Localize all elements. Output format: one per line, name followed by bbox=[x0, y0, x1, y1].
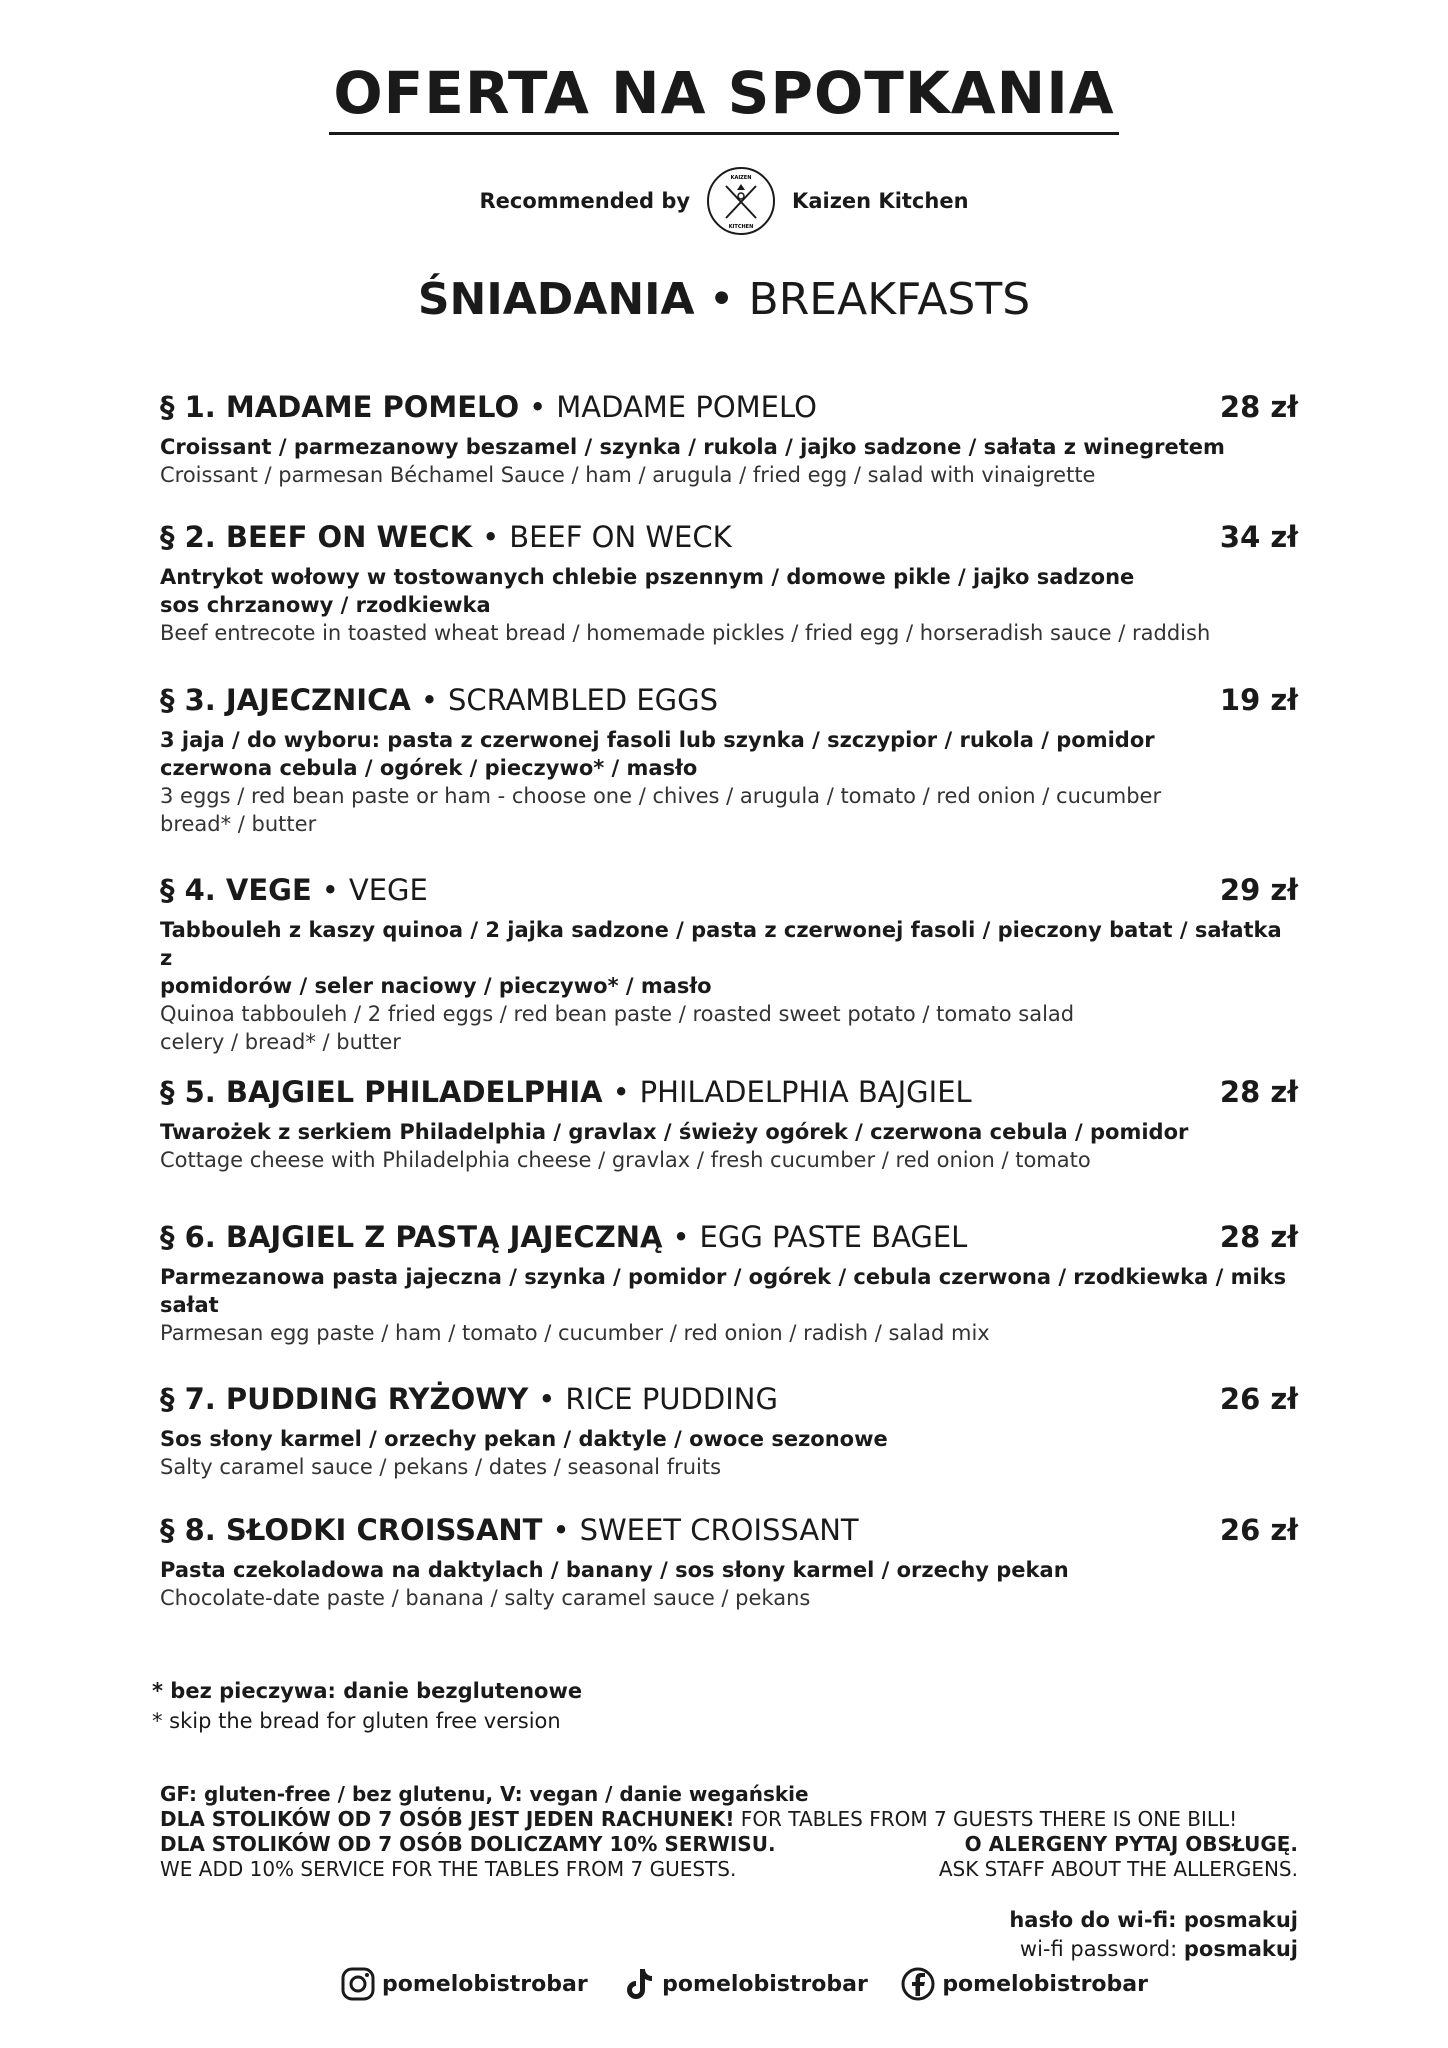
menu-item-name bbox=[160, 1513, 859, 1548]
menu-item bbox=[160, 873, 1298, 1056]
gluten-notes bbox=[152, 1676, 582, 1736]
menu-item-name-en: EGG PASTE BAGEL bbox=[699, 1220, 968, 1254]
menu-item-name-en: VEGE bbox=[348, 873, 428, 907]
menu-item-name-en: MADAME POMELO bbox=[556, 390, 817, 424]
description-line-en: Beef entrecote in toasted wheat bread / homemade pickles / fried egg / horseradish sauce / raddish bbox=[160, 620, 1211, 645]
menu-item-name bbox=[160, 390, 817, 425]
menu-item-description-en bbox=[160, 1319, 1298, 1347]
menu-item-name-pl: § 3. JAJECZNICA bbox=[160, 683, 411, 717]
menu-item-description-en bbox=[160, 1000, 1298, 1056]
page-title-wrap bbox=[0, 59, 1448, 135]
description-line-en: Salty caramel sauce / pekans / dates / seasonal fruits bbox=[160, 1454, 722, 1479]
wifi-line-pl bbox=[1009, 1906, 1298, 1935]
description-line-pl: Antrykot wołowy w tostowanych chlebie pszennym / domowe pikle / jajko sadzone bbox=[160, 564, 1135, 589]
menu-item-separator: • bbox=[538, 1382, 556, 1416]
menu-item-description-pl bbox=[160, 1556, 1298, 1584]
description-line-pl: Parmezanowa pasta jajeczna / szynka / pomidor / ogórek / cebula czerwona / rzodkiewka / miks sałat bbox=[160, 1264, 1287, 1317]
description-line-pl: Twarożek z serkiem Philadelphia / gravlax / świeży ogórek / czerwona cebula / pomidor bbox=[160, 1119, 1189, 1144]
menu-item-separator: • bbox=[612, 1075, 630, 1109]
wifi-password-en: posmakuj bbox=[1183, 1937, 1298, 1961]
instagram-handle: pomelobistrobar bbox=[382, 1971, 588, 1997]
menu-item-header bbox=[160, 390, 1298, 425]
facebook-link[interactable] bbox=[900, 1966, 1148, 2002]
menu-item-name-en: SCRAMBLED EGGS bbox=[447, 683, 719, 717]
menu-item-description-pl bbox=[160, 433, 1298, 461]
service-row-en bbox=[160, 1857, 1298, 1882]
menu-item-separator: • bbox=[420, 683, 438, 717]
wifi-password-pl: posmakuj bbox=[1183, 1908, 1298, 1932]
menu-item-name-pl: § 1. MADAME POMELO bbox=[160, 390, 520, 424]
menu-item-name bbox=[160, 683, 718, 718]
menu-item-header bbox=[160, 683, 1298, 718]
menu-item-price: 28 zł bbox=[1219, 1075, 1298, 1109]
menu-item-header bbox=[160, 873, 1298, 908]
menu-item-header bbox=[160, 520, 1298, 555]
facebook-handle: pomelobistrobar bbox=[942, 1971, 1148, 1997]
menu-item-description-pl bbox=[160, 1425, 1298, 1453]
menu-item-name-en: PHILADELPHIA BAJGIEL bbox=[639, 1075, 972, 1109]
menu-item-name bbox=[160, 1075, 972, 1110]
menu-item-price: 26 zł bbox=[1219, 1513, 1298, 1547]
menu-item bbox=[160, 1513, 1298, 1612]
menu-item-description-en bbox=[160, 619, 1298, 647]
menu-item-price: 34 zł bbox=[1219, 520, 1298, 554]
menu-item-name-pl: § 5. BAJGIEL PHILADELPHIA bbox=[160, 1075, 603, 1109]
kaizen-kitchen-logo-icon bbox=[706, 166, 776, 236]
menu-item-name-en: RICE PUDDING bbox=[565, 1382, 778, 1416]
wifi-info bbox=[1009, 1906, 1298, 1964]
menu-item-header bbox=[160, 1513, 1298, 1548]
menu-item-name-en: SWEET CROISSANT bbox=[579, 1513, 859, 1547]
tiktok-handle: pomelobistrobar bbox=[662, 1971, 868, 1997]
description-line-en: Croissant / parmesan Béchamel Sauce / ham / arugula / fried egg / salad with vinaigrette bbox=[160, 462, 1096, 487]
info-block bbox=[160, 1782, 1298, 1882]
allergens-en: ASK STAFF ABOUT THE ALLERGENS. bbox=[938, 1857, 1298, 1881]
menu-item-name-pl: § 4. VEGE bbox=[160, 873, 312, 907]
wifi-label-pl: hasło do wi-fi: bbox=[1009, 1908, 1184, 1932]
menu-item-price: 19 zł bbox=[1219, 683, 1298, 717]
menu-item-description-pl bbox=[160, 563, 1298, 619]
menu-item-description-en bbox=[160, 782, 1298, 838]
partner-name: Kaizen Kitchen bbox=[792, 189, 969, 213]
menu-item-description-pl bbox=[160, 1263, 1298, 1319]
menu-item bbox=[160, 683, 1298, 838]
description-line-en: 3 eggs / red bean paste or ham - choose one / chives / arugula / tomato / red onion / cucumber bbox=[160, 783, 1162, 808]
gluten-note-en: * skip the bread for gluten free version bbox=[152, 1709, 561, 1733]
allergens-pl: O ALERGENY PYTAJ OBSŁUGĘ. bbox=[964, 1832, 1298, 1856]
menu-item-description-pl bbox=[160, 726, 1298, 782]
description-line-pl: sos chrzanowy / rzodkiewka bbox=[160, 592, 491, 617]
recommended-by-label: Recommended by bbox=[479, 189, 691, 213]
menu-item-price: 26 zł bbox=[1219, 1382, 1298, 1416]
menu-item-separator: • bbox=[672, 1220, 690, 1254]
description-line-pl: pomidorów / seler naciowy / pieczywo* / masło bbox=[160, 973, 712, 998]
social-links bbox=[340, 1966, 1148, 2002]
service-row-pl bbox=[160, 1832, 1298, 1857]
menu-item-name-pl: § 6. BAJGIEL Z PASTĄ JAJECZNĄ bbox=[160, 1220, 663, 1254]
menu-item-name bbox=[160, 520, 732, 555]
section-title bbox=[0, 276, 1448, 324]
instagram-link[interactable] bbox=[340, 1966, 588, 2002]
description-line-pl: 3 jaja / do wyboru: pasta z czerwonej fasoli lub szynka / szczypior / rukola / pomidor bbox=[160, 727, 1155, 752]
logo-text-top: KAIZEN bbox=[730, 175, 752, 181]
description-line-pl: Tabbouleh z kaszy quinoa / 2 jajka sadzone / pasta z czerwonej fasoli / pieczony batat / sałatka z bbox=[160, 917, 1282, 970]
gluten-note-pl: * bez pieczywa: danie bezglutenowe bbox=[152, 1679, 583, 1703]
one-bill-pl: DLA STOLIKÓW OD 7 OSÓB JEST JEDEN RACHUNEK! bbox=[160, 1807, 735, 1831]
menu-item-price: 28 zł bbox=[1219, 1220, 1298, 1254]
description-line-en: Cottage cheese with Philadelphia cheese / gravlax / fresh cucumber / red onion / tomato bbox=[160, 1147, 1091, 1172]
description-line-en: Quinoa tabbouleh / 2 fried eggs / red bean paste / roasted sweet potato / tomato salad bbox=[160, 1001, 1075, 1026]
menu-item bbox=[160, 1075, 1298, 1174]
service-pl: DLA STOLIKÓW OD 7 OSÓB DOLICZAMY 10% SERWISU. bbox=[160, 1832, 776, 1856]
description-line-pl: czerwona cebula / ogórek / pieczywo* / masło bbox=[160, 755, 698, 780]
menu-item-name-pl: § 8. SŁODKI CROISSANT bbox=[160, 1513, 543, 1547]
facebook-icon bbox=[900, 1966, 936, 2002]
menu-item-name bbox=[160, 873, 428, 908]
logo-text-bottom: KITCHEN bbox=[728, 224, 754, 230]
menu-item-description-en bbox=[160, 461, 1298, 489]
menu-item-description-en bbox=[160, 1453, 1298, 1481]
menu-item-header bbox=[160, 1382, 1298, 1417]
wifi-label-en: wi-fi password: bbox=[1019, 1937, 1184, 1961]
menu-item bbox=[160, 1220, 1298, 1347]
description-line-pl: Pasta czekoladowa na daktylach / banany / sos słony karmel / orzechy pekan bbox=[160, 1557, 1069, 1582]
description-line-en: celery / bread* / butter bbox=[160, 1029, 401, 1054]
wifi-line-en bbox=[1009, 1935, 1298, 1964]
description-line-pl: Croissant / parmezanowy beszamel / szynka / rukola / jajko sadzone / sałata z winegretem bbox=[160, 434, 1225, 459]
menu-item-header bbox=[160, 1220, 1298, 1255]
menu-item-name bbox=[160, 1382, 778, 1417]
menu-item bbox=[160, 1382, 1298, 1481]
description-line-en: bread* / butter bbox=[160, 811, 317, 836]
description-line-en: Chocolate-date paste / banana / salty caramel sauce / pekans bbox=[160, 1585, 811, 1610]
section-title-pl: ŚNIADANIA bbox=[417, 274, 695, 325]
menu-item-separator: • bbox=[321, 873, 339, 907]
menu-item-name bbox=[160, 1220, 967, 1255]
menu-item-description-en bbox=[160, 1146, 1298, 1174]
service-en: WE ADD 10% SERVICE FOR THE TABLES FROM 7 GUESTS. bbox=[160, 1857, 737, 1881]
page-title: OFERTA NA SPOTKANIA bbox=[329, 62, 1118, 135]
menu-item-name-pl: § 2. BEEF ON WECK bbox=[160, 520, 473, 554]
tiktok-icon bbox=[620, 1966, 656, 2002]
tiktok-link[interactable] bbox=[620, 1966, 868, 2002]
menu-item-separator: • bbox=[529, 390, 547, 424]
description-line-en: Parmesan egg paste / ham / tomato / cucumber / red onion / radish / salad mix bbox=[160, 1320, 990, 1345]
menu-item-separator: • bbox=[552, 1513, 570, 1547]
diet-legend: GF: gluten-free / bez glutenu, V: vegan / danie wegańskie bbox=[160, 1782, 809, 1806]
description-line-pl: Sos słony karmel / orzechy pekan / daktyle / owoce sezonowe bbox=[160, 1426, 888, 1451]
menu-item-separator: • bbox=[482, 520, 500, 554]
section-separator: • bbox=[708, 274, 735, 325]
one-bill-line bbox=[160, 1807, 1298, 1832]
menu-item-description-pl bbox=[160, 1118, 1298, 1146]
menu-item-name-en: BEEF ON WECK bbox=[509, 520, 732, 554]
menu-item-header bbox=[160, 1075, 1298, 1110]
instagram-icon bbox=[340, 1966, 376, 2002]
menu-item-price: 28 zł bbox=[1219, 390, 1298, 424]
recommendation bbox=[0, 166, 1448, 236]
section-title-en: BREAKFASTS bbox=[748, 274, 1031, 325]
menu-item-description-pl bbox=[160, 916, 1298, 1000]
menu-item bbox=[160, 390, 1298, 489]
menu-item-name-pl: § 7. PUDDING RYŻOWY bbox=[160, 1382, 529, 1416]
menu-item-price: 29 zł bbox=[1219, 873, 1298, 907]
one-bill-en: FOR TABLES FROM 7 GUESTS THERE IS ONE BILL! bbox=[734, 1807, 1238, 1831]
menu-item-description-en bbox=[160, 1584, 1298, 1612]
menu-item bbox=[160, 520, 1298, 647]
